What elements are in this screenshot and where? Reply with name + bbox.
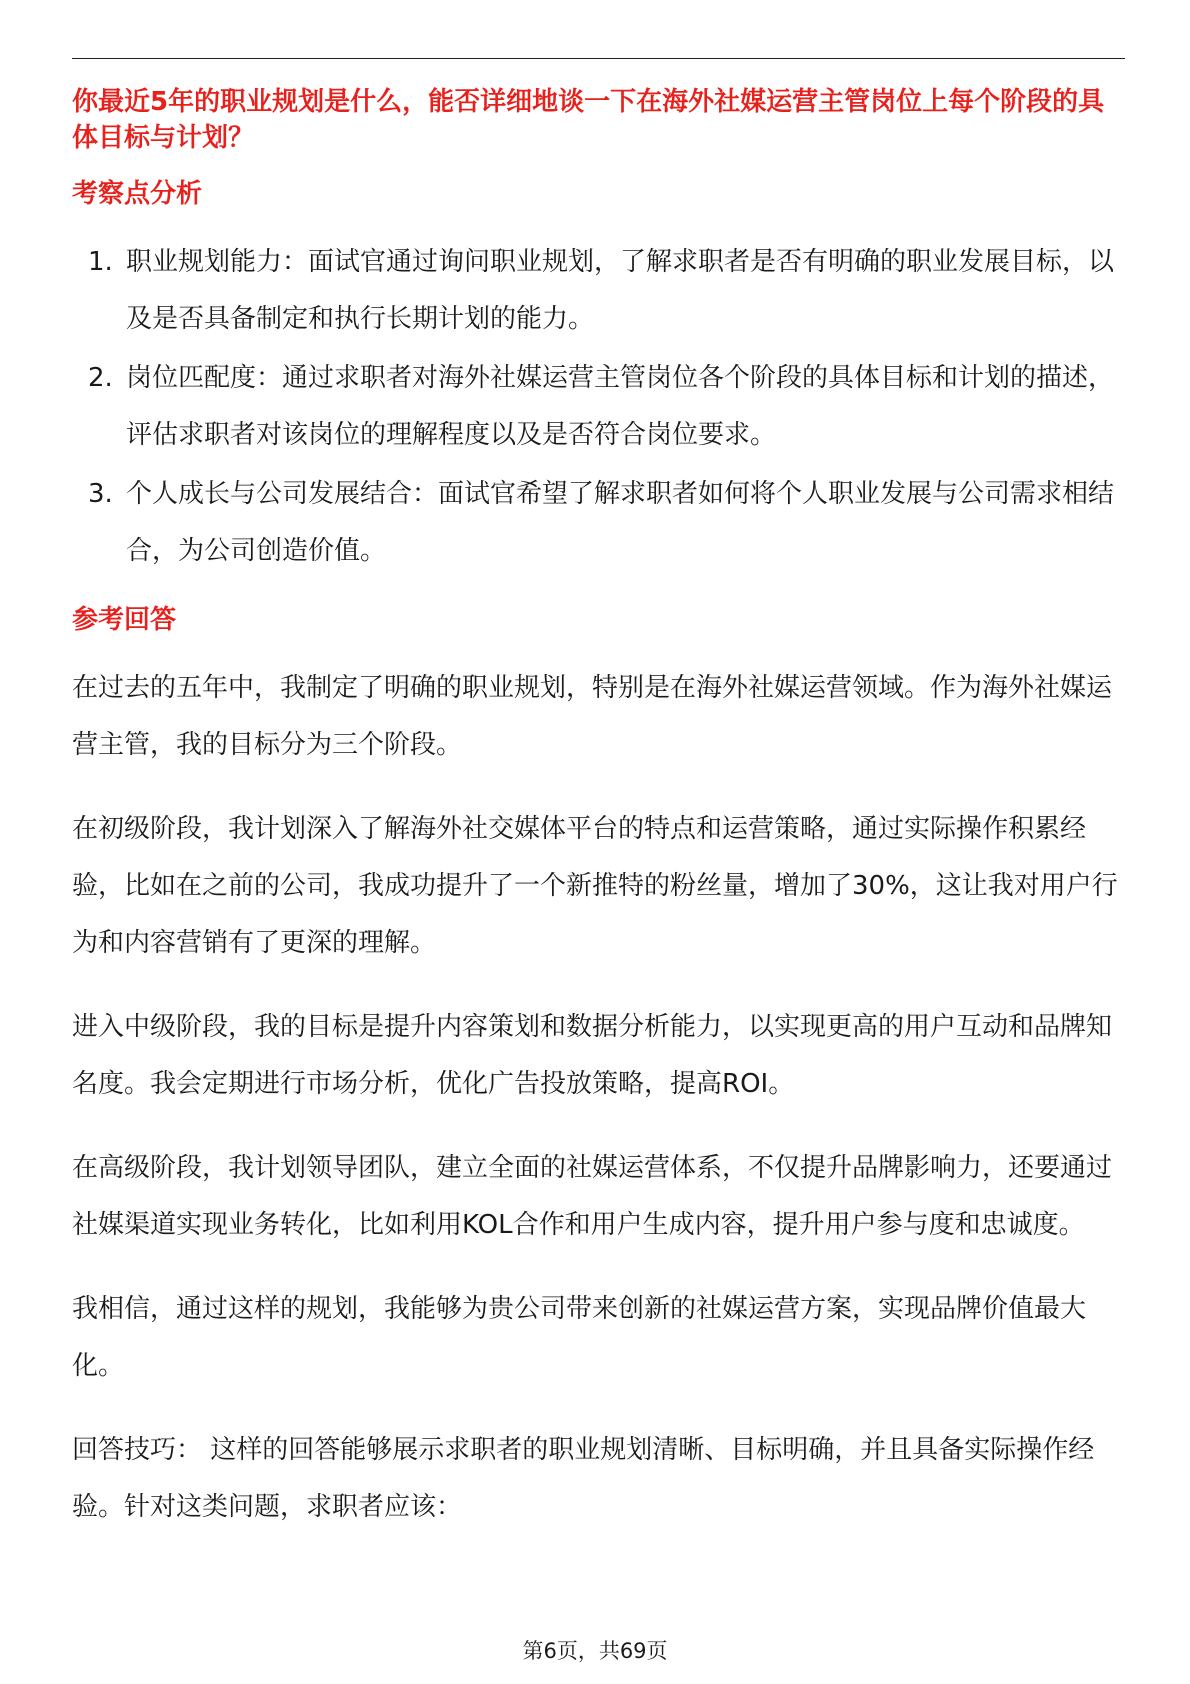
document-body: [72, 84, 1125, 1563]
header-divider: [72, 58, 1125, 59]
list-item: [72, 234, 1125, 348]
answer-paragraph: 在高级阶段，我计划领导团队，建立全面的社媒运营体系，不仅提升品牌影响力，还要通过社媒渠道实现业务转化，比如利用KOL合作和用户生成内容，提升用户参与度和忠诚度。: [72, 1153, 1113, 1240]
analysis-points: [72, 234, 1125, 580]
answer-tips: 回答技巧： 这样的回答能够展示求职者的职业规划清晰、目标明确，并且具备实际操作经验。针对这类问题，求职者应该：: [72, 1435, 1095, 1522]
answer-paragraph: 我相信，通过这样的规划，我能够为贵公司带来创新的社媒运营方案，实现品牌价值最大化。: [72, 1294, 1087, 1381]
answer-paragraph: 在初级阶段，我计划深入了解海外社交媒体平台的特点和运营策略，通过实际操作积累经验，比如在之前的公司，我成功提升了一个新推特的粉丝量，增加了30%，这让我对用户行为和内容营销有了更深的理解。: [72, 814, 1118, 958]
question-heading: 你最近5年的职业规划是什么，能否详细地谈一下在海外社媒运营主管岗位上每个阶段的具体目标与计划？: [72, 87, 1105, 153]
list-item: [72, 350, 1125, 464]
list-item-number: 2.: [88, 363, 113, 393]
list-item-text: 岗位匹配度：通过求职者对海外社媒运营主管岗位各个阶段的具体目标和计划的描述，评估求职者对该岗位的理解程度以及是否符合岗位要求。: [126, 363, 1115, 450]
page-number: 第6页，共69页: [522, 1639, 668, 1663]
list-item-number: 3.: [88, 479, 113, 509]
answer-paragraph: 在过去的五年中，我制定了明确的职业规划，特别是在海外社媒运营领域。作为海外社媒运营主管，我的目标分为三个阶段。: [72, 673, 1113, 760]
analysis-title: 考察点分析: [72, 179, 203, 209]
answer-title: 参考回答: [72, 605, 177, 635]
list-item-text: 个人成长与公司发展结合：面试官希望了解求职者如何将个人职业发展与公司需求相结合，为公司创造价值。: [126, 479, 1115, 566]
list-item-number: 1.: [88, 247, 113, 277]
list-item-text: 职业规划能力：面试官通过询问职业规划，了解求职者是否有明确的职业发展目标，以及是否具备制定和执行长期计划的能力。: [126, 247, 1115, 334]
list-item: [72, 466, 1125, 580]
answer-paragraph: 进入中级阶段，我的目标是提升内容策划和数据分析能力，以实现更高的用户互动和品牌知名度。我会定期进行市场分析，优化广告投放策略，提高ROI。: [72, 1012, 1113, 1099]
answer-body: [72, 660, 1125, 1536]
